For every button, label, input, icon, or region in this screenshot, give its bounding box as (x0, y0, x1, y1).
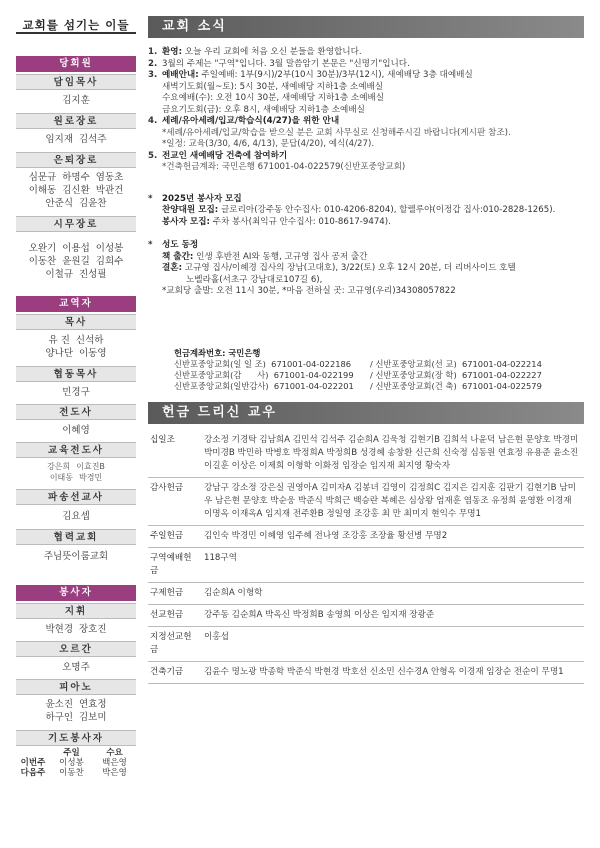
news-item: 2. 3월의 주제는 "구역"입니다. 3월 말씀암기 본문은 "신명기"입니다. (148, 58, 410, 69)
pastors-names: 유 진 신석하 양나단 이동영 (45, 335, 107, 359)
news-item: 1. 환영: 오늘 우리 교회에 처음 오신 분들을 환영합니다. (148, 47, 362, 57)
news-list (148, 47, 584, 392)
organ-names: 오명주 (62, 662, 90, 673)
subsection-senior-pastor: 담임목사 (16, 74, 136, 90)
subsection-active-elders: 시무장로 (16, 216, 136, 232)
subsection-piano: 피아노 (16, 679, 136, 695)
associate-pastor-names: 민경구 (62, 387, 90, 398)
table-row: 구제헌금 김순희A 이형학 (148, 582, 584, 604)
member-news: * 성도 동정 책 출간: 인생 후반전 AI와 동행, 고규영 집사 공저 출간 결혼: 고규영 집사/이혜경 집사의 장남(고대호), 3/22(토) 오후 12시 20분, 더 리버사이드 호텔 노벨라홀(서초구 강남대로107길 6), *교회당 출발: 오전 11시 30분, *마음 전하실 곳: 고규영(우리)34308057822 (148, 240, 516, 296)
news-header: 교회 소식 (148, 16, 584, 38)
subsection-prayer-volunteers: 기도봉사자 (16, 730, 136, 746)
subsection-conductor: 지휘 (16, 603, 136, 619)
missionary-names: 김요셉 (62, 511, 90, 522)
subsection-partner-church: 협력교회 (16, 529, 136, 545)
table-row: 주일헌금 김인숙 박경민 이혜영 임주혜 전나영 조강홍 조장율 황선병 무명2 (148, 525, 584, 547)
table-row: 구역예배헌금 118구역 (148, 547, 584, 582)
section-header-ministers: 교역자 (16, 296, 136, 312)
subsection-missionary: 파송선교사 (16, 489, 136, 505)
offering-accounts: 헌금계좌번호: 국민은행 신반포중앙교회(일 일 조) 671001-04-022186 / 신반포중앙교회(선 교) 671001-04-022214 신반포중앙교회(감 사) 671001-04-022199 / 신반포중앙교회(장 학) 671001-04-022227 신반포중앙교회(일반감사) 671001-04-022201 / 신반포중앙교회(건 축) 671001-04-022579 (174, 347, 542, 391)
news-item: 5. 전교인 새예배당 건축에 참여하기 *건축헌금계좌: 국민은행 671001-04-022579(신반포중앙교회) (148, 150, 406, 172)
main-content (148, 16, 584, 684)
elder-emeritus-names: 임지재 김석주 (45, 134, 107, 145)
table-row: 지정선교헌금 이홍섭 (148, 626, 584, 661)
section-header-elders: 당회원 (16, 56, 136, 72)
table-row: 선교헌금 강주동 김순희A 박옥신 박정희B 송영희 이상은 임지재 장광준 (148, 604, 584, 626)
subsection-evangelist: 전도사 (16, 404, 136, 420)
subsection-associate-pastor: 협동목사 (16, 366, 136, 382)
giving-table (148, 430, 584, 684)
education-evangelist-names: 강은희 이효진B 이태동 박경민 (47, 462, 105, 482)
active-elders-names: 오완기 이용섭 이성봉 이동찬 윤원길 김희수 이철규 진성필 (28, 243, 124, 280)
news-item: 4. 세례/유아세례/입교/학습식(4/27)을 위한 안내 *세례/유아세례/입교/학습을 받으실 분은 교회 사무실로 신청해주시길 바랍니다(게시판 참조). *일정: 교육(3/30, 4/6, 4/13), 문답(4/20), 예식(4/27). (148, 116, 511, 149)
partner-church-names: 주님뜻이룸교회 (43, 551, 109, 562)
table-row: 십일조 강소정 기경탁 김남희A 김민석 김석주 김순희A 김욱청 김현기B 김희석 나윤덕 남은현 문양호 박경미 박미경B 박민하 박병호 박정희A 박정희B 성경혜 송창환 신근희 신숙정 심동원 연효정 유용준 윤소진 이길훈 이상은 이제희 이형학 이화정 임장순 임지재 최지영 황숙자 (148, 430, 584, 478)
senior-pastor-names: 김지훈 (62, 95, 90, 106)
retired-elders-names: 심문규 하명수 염동초 이해동 김신환 박관건 안준식 김윤찬 (28, 172, 124, 209)
sidebar (16, 16, 136, 778)
subsection-pastors: 목사 (16, 314, 136, 330)
sidebar-title: 교회를 섬기는 이들 (16, 16, 136, 34)
evangelist-names: 이혜영 (62, 425, 90, 436)
conductor-names: 박현경 장호진 (45, 624, 107, 635)
news-item: 3. 예배안내: 주일예배: 1부(9시)/2부(10시 30분)/3부(12시), 새예배당 3층 대예배실 새벽기도회(월~토): 5시 30분, 새예배당 지하1층 소예배실 수요예배(수): 오전 10시 30분, 새예배당 지하1층 소예배실 금요기도회(금): 오후 8시, 새예배당 지하1층 소예배실 (148, 70, 473, 115)
subsection-education-evangelist: 교육전도사 (16, 442, 136, 458)
subsection-elder-emeritus: 원로장로 (16, 113, 136, 129)
section-header-volunteers: 봉사자 (16, 585, 136, 601)
subsection-organ: 오르간 (16, 641, 136, 657)
table-row: 건축기금 김윤수 명노광 박종학 박준식 박현경 박호선 신소민 신수경A 안형옥 이경재 임장순 전순이 무명1 (148, 661, 584, 683)
volunteer-recruit: * 2025년 봉사자 모집 찬양대원 모집: 글로리아(강주동 안수집사: 010-4206-8204), 할렐루야(이정갑 집사:010-2828-1265). 봉사자 모집: 주차 봉사(최익규 안수집사: 010-8617-9474). (148, 193, 556, 227)
giving-header: 헌금 드리신 교우 (148, 402, 584, 424)
table-row: 감사헌금 강남구 강소정 강은실 권영아A 김미자A 김봉녀 김영이 김정희C 김지은 김지훈 김판기 김현기B 남미우 남은현 문양호 박순웅 박준식 박희근 백승란 복혜은 심상왕 엄재훈 염동조 유정희 윤영환 이경재 이명옥 이재옥A 임지재 전주환B 정일영 조강홍 최 만 최미지 현익수 무명1 (148, 477, 584, 525)
prayer-volunteers-table: 주일 수요 이번주 이성봉 백은영 다음주 이동찬 박은영 (20, 748, 127, 778)
piano-names: 윤소진 연효정 하구인 김보미 (45, 699, 107, 723)
subsection-retired-elders: 은퇴장로 (16, 152, 136, 168)
